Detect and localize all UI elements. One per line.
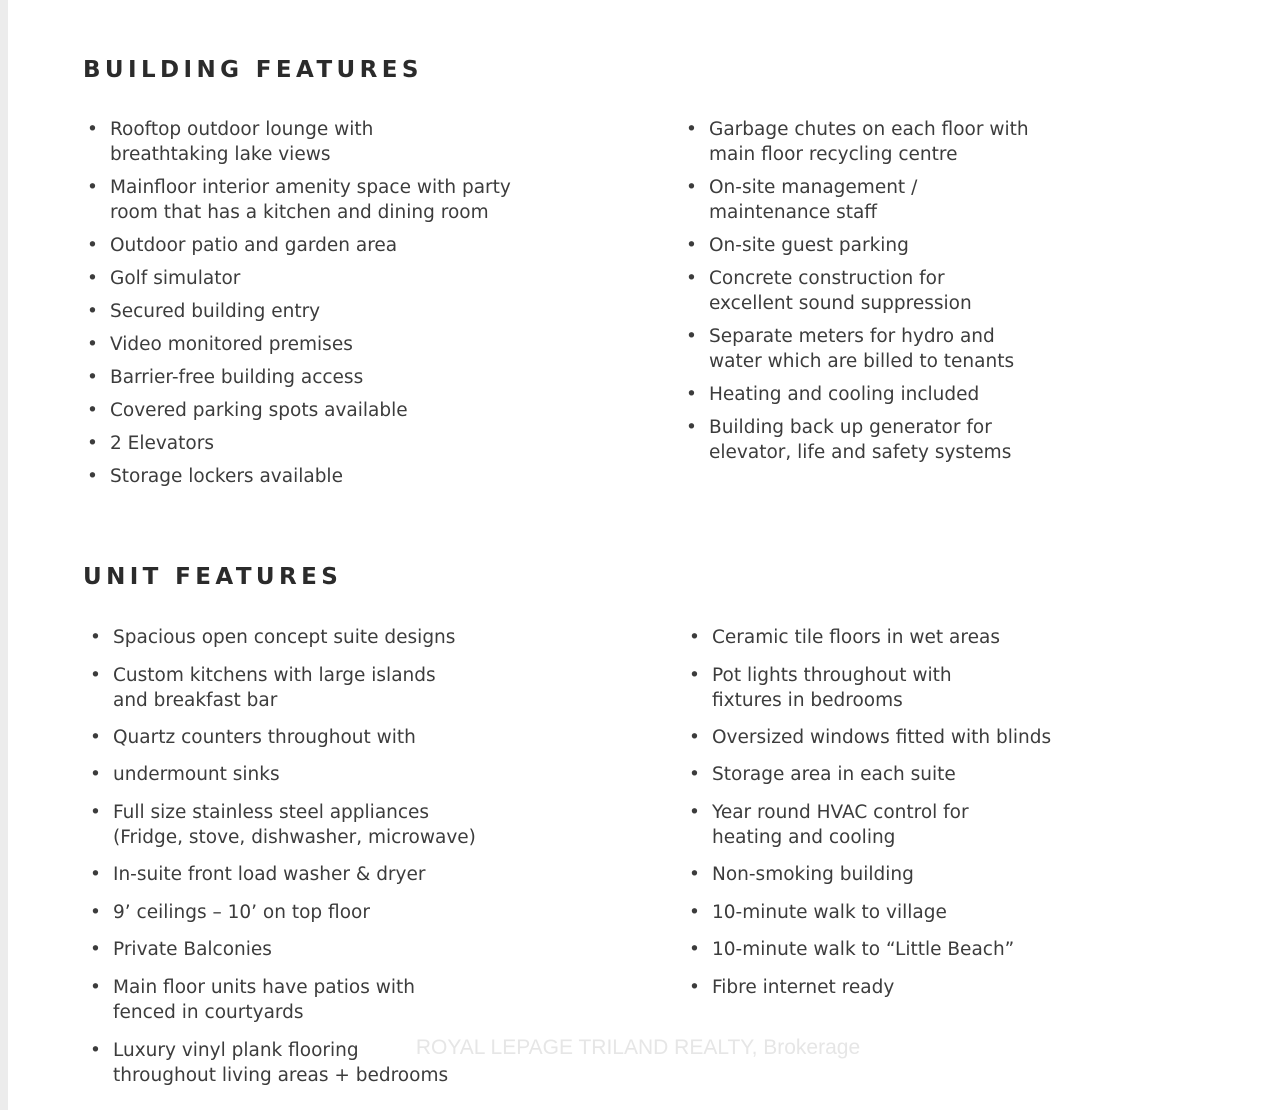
feature-text: • Concrete construction for [709,268,945,289]
building-features-right-list [683,117,1029,465]
feature-text: (Fridge, stove, dishwasher, microwave) [113,827,476,848]
feature-text: throughout living areas + bedrooms [113,1065,449,1086]
feature-text: • Storage area in each suite [712,764,956,785]
unit-feature-item [686,800,1051,850]
feature-text: and breakfast bar [113,690,278,711]
feature-text: • 9’ ceilings – 10’ on top floor [113,902,370,923]
unit-feature-item [686,762,1051,787]
building-feature-item [683,233,1029,258]
feature-text: • On-site guest parking [709,235,909,256]
unit-feature-item [686,937,1051,962]
unit-feature-item [87,663,476,713]
feature-text: • Rooftop outdoor lounge with [110,119,374,140]
feature-text: • In-suite front load washer & dryer [113,864,426,885]
feature-text: • Building back up generator for [709,417,992,438]
feature-text: • On-site management / [709,177,918,198]
feature-text: • 10-minute walk to village [712,902,947,923]
feature-text: • Video monitored premises [110,334,353,355]
feature-text: excellent sound suppression [709,293,972,314]
unit-feature-item [686,975,1051,1000]
building-feature-item [84,175,511,225]
unit-features-right-list [686,625,1051,1000]
feature-text: breathtaking lake views [110,144,331,165]
feature-text: • Golf simulator [110,268,241,289]
building-feature-item [84,332,511,357]
feature-text: heating and cooling [712,827,896,848]
feature-text: maintenance staff [709,202,878,223]
feature-text: • Year round HVAC control for [712,802,969,823]
unit-feature-item [686,900,1051,925]
feature-text: • Mainfloor interior amenity space with party [110,177,511,198]
building-feature-item [84,233,511,258]
feature-text: water which are billed to tenants [709,351,1015,372]
feature-text: • Full size stainless steel appliances [113,802,430,823]
building-feature-item [683,382,1029,407]
feature-text: • Fibre internet ready [712,977,895,998]
unit-feature-item [686,725,1051,750]
building-features-left-list [84,117,511,489]
feature-text: • Luxury vinyl plank flooring [113,1040,359,1061]
building-feature-item [84,365,511,390]
unit-feature-item [686,663,1051,713]
building-feature-item [683,266,1029,316]
building-feature-item [84,266,511,291]
unit-feature-item [87,862,476,887]
feature-text: room that has a kitchen and dining room [110,202,489,223]
building-feature-item [84,299,511,324]
building-features-heading: BUILDING FEATURES [83,57,423,83]
feature-text: • Non-smoking building [712,864,914,885]
unit-feature-item [87,975,476,1025]
unit-feature-item [686,862,1051,887]
feature-text: • undermount sinks [113,764,280,785]
building-feature-item [683,415,1029,465]
watermark-text: ROYAL LEPAGE TRILAND REALTY, Brokerage [383,1034,893,1061]
feature-text: • Garbage chutes on each floor with [709,119,1029,140]
feature-text: • Storage lockers available [110,466,343,487]
feature-text: elevator, life and safety systems [709,442,1012,463]
unit-feature-item [87,800,476,850]
building-feature-item [683,324,1029,374]
feature-text: • Ceramic tile floors in wet areas [712,627,1000,648]
unit-feature-item [87,725,476,750]
feature-text: main floor recycling centre [709,144,958,165]
feature-text: • Main floor units have patios with [113,977,416,998]
building-feature-item [84,464,511,489]
feature-text: • Heating and cooling included [709,384,980,405]
feature-text: fenced in courtyards [113,1002,304,1023]
unit-feature-item [87,937,476,962]
feature-text: • Spacious open concept suite designs [113,627,456,648]
page-left-edge [0,0,8,1110]
building-feature-item [683,117,1029,167]
building-feature-item [84,117,511,167]
unit-feature-item [87,625,476,650]
unit-feature-item [87,900,476,925]
unit-features-heading: UNIT FEATURES [83,564,343,590]
feature-text: • Pot lights throughout with [712,665,952,686]
feature-text: • Secured building entry [110,301,321,322]
feature-text: fixtures in bedrooms [712,690,903,711]
building-feature-item [84,398,511,423]
feature-text: • Custom kitchens with large islands [113,665,436,686]
unit-feature-item [87,762,476,787]
feature-text: • Private Balconies [113,939,272,960]
feature-text: • 2 Elevators [110,433,214,454]
feature-text: • Outdoor patio and garden area [110,235,398,256]
building-feature-item [84,431,511,456]
unit-feature-item [686,625,1051,650]
unit-features-left-list [87,625,476,1088]
feature-text: • Covered parking spots available [110,400,408,421]
feature-text: • Quartz counters throughout with [113,727,416,748]
feature-text: • Separate meters for hydro and [709,326,995,347]
feature-text: • 10-minute walk to “Little Beach” [712,939,1015,960]
building-feature-item [683,175,1029,225]
feature-text: • Barrier-free building access [110,367,364,388]
feature-text: • Oversized windows fitted with blinds [712,727,1052,748]
